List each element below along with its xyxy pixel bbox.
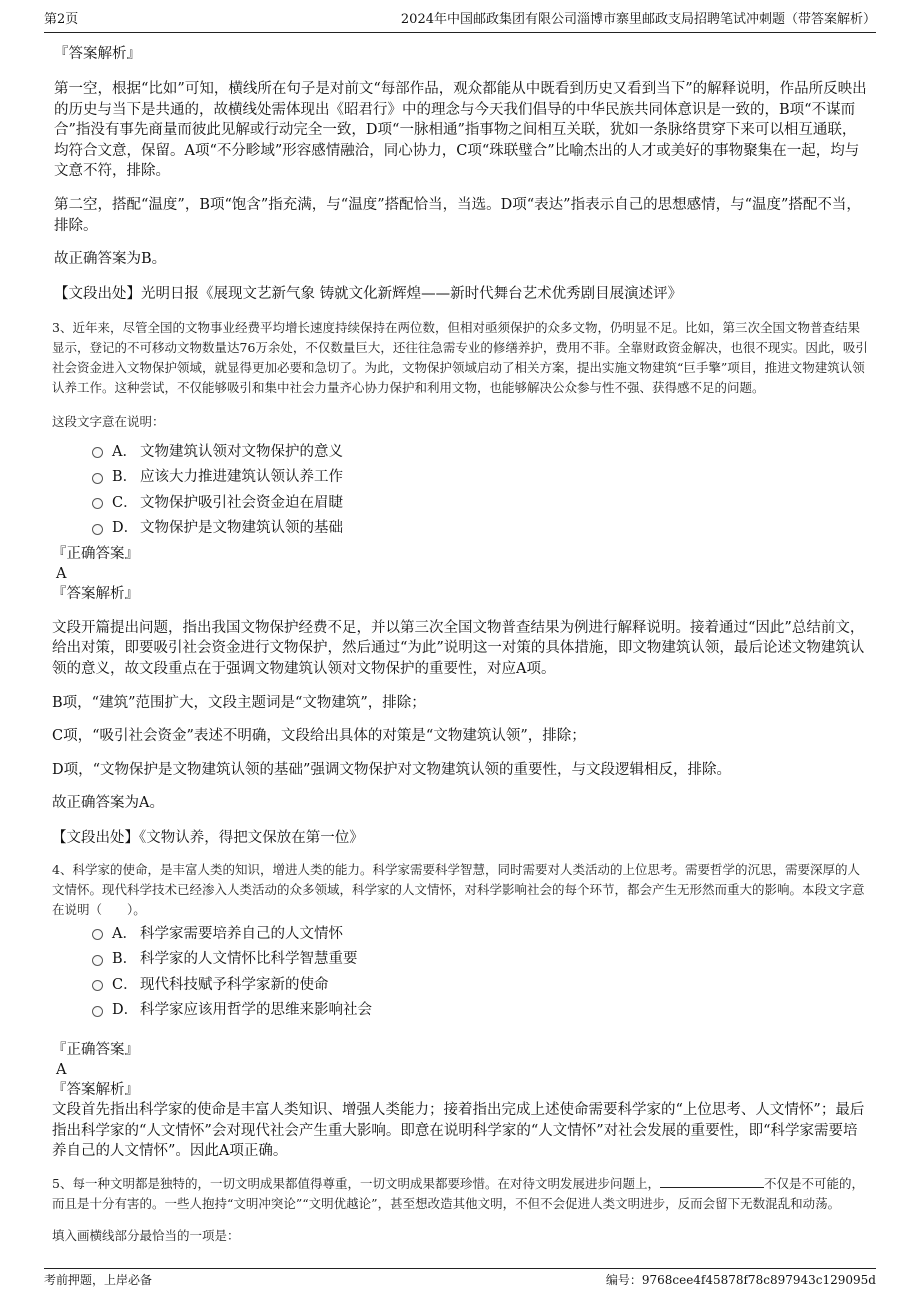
option-text: 现代科技赋予科学家新的使命	[140, 976, 329, 993]
analysis-paragraph: 第一空，根据“比如”可知，横线所在句子是对前文“每部作品，观众都能从中既看到历史又看到当下”的解释说明，作品所反映出的历史与当下是共通的，故横线处需体现出《昭君行》中的理念与今天我们倡导的中华民族共同体意识是一致的，B项“不谋而合”指没有事先商量而彼此见解或行动完全一致，D项“一脉相通”指事物之间相互关联，犹如一条脉络贯穿下来可以相互通联，均符合文意，保留。A项“不分畛域”形容感情融洽，同心协力，C项“珠联璧合”比喻杰出的人才或美好的事物聚集在一起，均与文意不符，排除。	[54, 81, 867, 180]
option-a[interactable]: A． 科学家需要培养自己的人文情怀	[92, 922, 868, 948]
analysis-label: 『答案解析』	[54, 46, 141, 62]
options-list	[52, 440, 868, 542]
radio-icon[interactable]	[92, 1006, 103, 1017]
document-code: 编号：9768cee4f45878f78c897943c129095d	[605, 1273, 876, 1287]
source-citation: 【文段出处】光明日报《展现文艺新气象 铸就文化新辉煌——新时代舞台艺术优秀剧目展演述评》	[54, 285, 683, 302]
analysis-paragraph: D项，“文物保护是文物建筑认领的基础”强调文物保护对文物建筑认领的重要性，与文段逻辑相反，排除。	[52, 761, 731, 778]
answer-label: 『正确答案』	[52, 545, 139, 562]
page-content	[52, 40, 868, 1246]
question-stem: 4、科学家的使命，是丰富人类的知识，增进人类的能力。科学家需要科学智慧，同时需要对人类活动的上位思考。需要哲学的沉思，需要深厚的人文情怀。现代科学技术已经渗入人类活动的众多领域，科学家的人文情怀，对科学影响社会的每个环节，都会产生无形然而重大的影响。本段文字意在说明（ ）。	[52, 861, 865, 917]
question-3	[52, 318, 868, 848]
analysis-paragraph: 文段开篇提出问题，指出我国文物保护经费不足，并以第三次全国文物普查结果为例进行解释说明。接着通过“因此”总结前文，给出对策，即要吸引社会资金进行文物保护，然后通过“为此”说明这一对策的具体措施，即文物建筑认领，最后论述文物建筑认领的意义，故文段重点在于强调文物建筑认领对文物保护的重要性，对应A项。	[52, 619, 865, 677]
question-4	[52, 860, 868, 1162]
radio-icon[interactable]	[92, 524, 103, 535]
radio-icon[interactable]	[92, 473, 103, 484]
answer-label: 『正确答案』	[52, 1041, 139, 1058]
page-header	[44, 10, 876, 33]
radio-icon[interactable]	[92, 929, 103, 940]
option-text: 应该大力推进建筑认领认养工作	[140, 469, 343, 486]
fill-in-blank	[660, 1174, 764, 1188]
analysis-paragraph: C项，“吸引社会资金”表述不明确，文段给出具体的对策是“文物建筑认领”，排除；	[52, 728, 586, 745]
option-d[interactable]: D． 文物保护是文物建筑认领的基础	[92, 516, 868, 542]
answer-value: A	[56, 565, 67, 582]
question-stem: 5、每一种文明都是独特的，一切文明成果都值得尊重，一切文明成果都要珍惜。在对待文明发展进步问题上， 不仅是不可能的，而且是十分有害的。一些人抱持“文明冲突论”“文明优越论”，甚至想改造其他文明，不但不会促进人类文明进步，反而会留下无数混乱和动荡。	[52, 1175, 864, 1211]
analysis-paragraph: 文段首先指出科学家的使命是丰富人类知识、增强人类能力；接着指出完成上述使命需要科学家的“上位思考、人文情怀”；最后指出科学家的“人文情怀”会对现代社会产生重大影响。即意在说明科学家的“人文情怀”对社会发展的重要性，即“科学家需要培养自己的人文情怀”。因此A项正确。	[52, 1101, 865, 1160]
option-d[interactable]: D． 科学家应该用哲学的思维来影响社会	[92, 998, 868, 1024]
analysis-label: 『答案解析』	[52, 1081, 139, 1098]
page-number: 第2页	[44, 12, 79, 27]
conclusion-text: 故正确答案为B。	[54, 251, 167, 268]
option-a[interactable]: A． 文物建筑认领对文物保护的意义	[92, 440, 868, 466]
question-stem: 3、近年来，尽管全国的文物事业经费平均增长速度持续保持在两位数，但相对亟须保护的众多文物，仍明显不足。比如，第三次全国文物普查结果显示，登记的不可移动文物数量达76万余处，不仅数量巨大，还往往急需专业的修缮养护，费用不菲。全靠财政资金解决，也很不现实。因此，吸引社会资金进入文物保护领域，就显得更加必要和急切了。为此，文物保护领域启动了相关方案，提出实施文物建筑“巨手擎”项目，推进文物建筑认领认养工作。这种尝试，不仅能够吸引和集中社会力量齐心协力保护和利用文物，也能够解决公众参与性不强、获得感不足的问题。	[52, 319, 868, 395]
footer-slogan: 考前押题，上岸必备	[44, 1273, 153, 1287]
q2-analysis-section	[54, 44, 868, 304]
option-text: 文物保护是文物建筑认领的基础	[140, 520, 343, 537]
analysis-label: 『答案解析』	[52, 585, 139, 602]
radio-icon[interactable]	[92, 498, 103, 509]
option-b[interactable]: B． 科学家的人文情怀比科学智慧重要	[92, 947, 868, 973]
answer-value: A	[56, 1061, 67, 1078]
option-text: 文物保护吸引社会资金迫在眉睫	[140, 494, 343, 511]
option-text: 文物建筑认领对文物保护的意义	[140, 443, 343, 460]
option-c[interactable]: C． 文物保护吸引社会资金迫在眉睫	[92, 491, 868, 517]
analysis-paragraph: 第二空，搭配“温度”，B项“饱含”指充满，与“温度”搭配恰当，当选。D项“表达”指表示自己的思想感情，与“温度”搭配不当，排除。	[54, 196, 861, 234]
option-text: 科学家的人文情怀比科学智慧重要	[140, 951, 358, 968]
radio-icon[interactable]	[92, 980, 103, 991]
radio-icon[interactable]	[92, 447, 103, 458]
question-prompt: 填入画横线部分最恰当的一项是：	[52, 1227, 240, 1243]
option-b[interactable]: B． 应该大力推进建筑认领认养工作	[92, 465, 868, 491]
analysis-paragraph: B项，“建筑”范围扩大，文段主题词是“文物建筑”，排除；	[52, 694, 426, 711]
option-c[interactable]: C． 现代科技赋予科学家新的使命	[92, 973, 868, 999]
source-citation: 【文段出处】《文物认养，得把文保放在第一位》	[52, 829, 364, 846]
question-5	[52, 1174, 868, 1246]
conclusion-text: 故正确答案为A。	[52, 795, 164, 812]
page-footer	[44, 1268, 876, 1291]
option-text: 科学家需要培养自己的人文情怀	[140, 925, 343, 942]
document-title: 2024年中国邮政集团有限公司淄博市寨里邮政支局招聘笔试冲刺题（带答案解析）	[400, 12, 876, 27]
option-text: 科学家应该用哲学的思维来影响社会	[140, 1002, 372, 1019]
options-list	[52, 922, 868, 1024]
question-prompt: 这段文字意在说明：	[52, 413, 165, 429]
radio-icon[interactable]	[92, 955, 103, 966]
